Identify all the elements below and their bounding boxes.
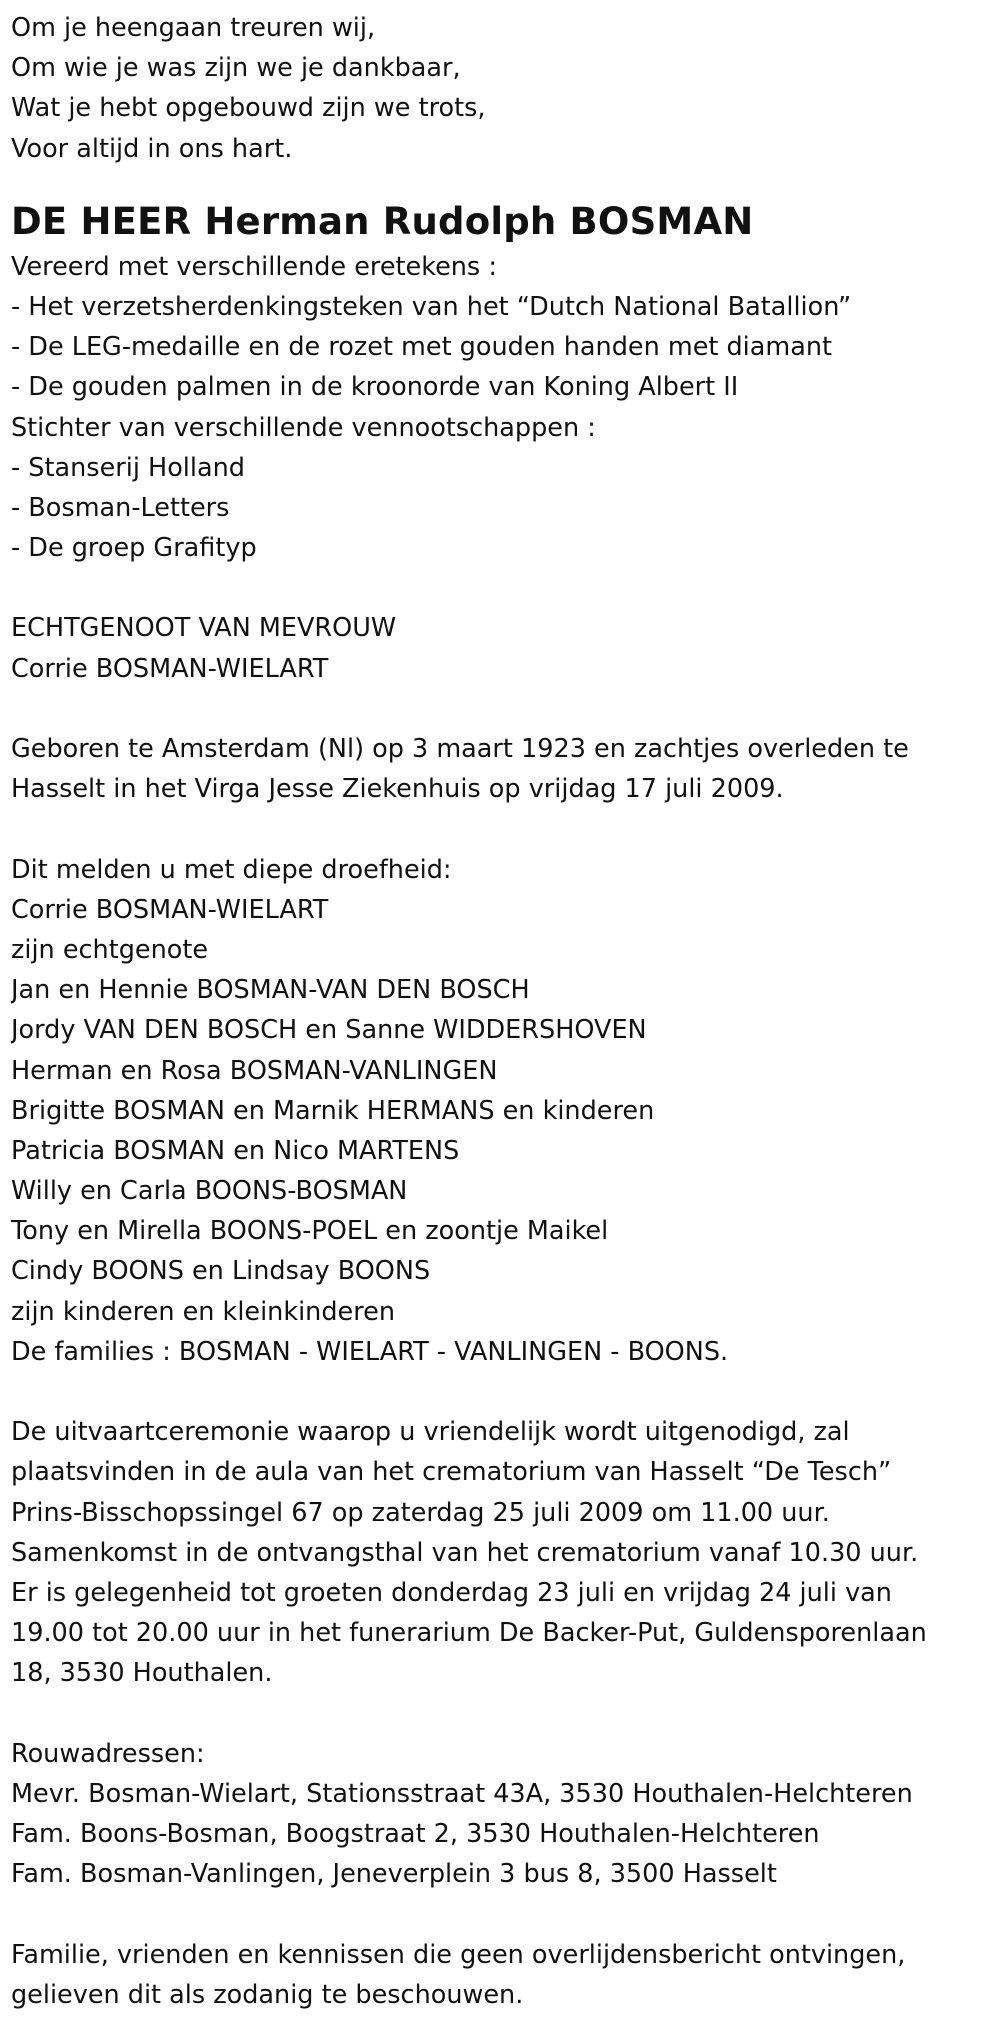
honors-line: - Stanserij Holland: [11, 452, 245, 483]
honors-line: - De LEG-medaille en de rozet met gouden handen met diamant: [11, 332, 833, 363]
honors-line: - De groep Grafityp: [11, 533, 257, 564]
poem-line: Voor altijd in ons hart.: [11, 133, 293, 164]
spacer: [11, 1694, 996, 1734]
honors-section: [11, 247, 996, 569]
family-section: [11, 850, 996, 1372]
family-line: Jan en Hennie BOSMAN-VAN DEN BOSCH: [11, 975, 530, 1006]
spacer: [11, 689, 996, 729]
honors-line: - Het verzetsherdenkingsteken van het “Dutch National Batallion”: [11, 291, 852, 322]
birth-line: Hasselt in het Virga Jesse Ziekenhuis op vrijdag 17 juli 2009.: [11, 774, 784, 805]
family-line: zijn echtgenote: [11, 934, 209, 965]
addresses-section: [11, 1734, 996, 1895]
ceremony-section: [11, 1412, 996, 1693]
honors-line: Vereerd met verschillende eretekens :: [11, 251, 497, 282]
ceremony-line: 18, 3530 Houthalen.: [11, 1658, 273, 1689]
ceremony-line: De uitvaartceremonie waarop u vriendelijk wordt uitgenodigd, zal: [11, 1417, 850, 1448]
closing-section: [11, 1935, 996, 2015]
poem-line: Wat je hebt opgebouwd zijn we trots,: [11, 93, 486, 124]
family-line: Patricia BOSMAN en Nico MARTENS: [11, 1135, 460, 1166]
family-line: Brigitte BOSMAN en Marnik HERMANS en kinderen: [11, 1095, 655, 1126]
family-line: Cindy BOONS en Lindsay BOONS: [11, 1256, 431, 1287]
closing-line: Familie, vrienden en kennissen die geen overlijdensbericht ontvingen,: [11, 1939, 906, 1970]
closing-line: gelieven dit als zodanig te beschouwen.: [11, 1979, 524, 2010]
spouse-section: [11, 608, 996, 688]
address-line: Fam. Bosman-Vanlingen, Jeneverplein 3 bus 8, 3500 Hasselt: [11, 1859, 777, 1890]
birth-line: Geboren te Amsterdam (Nl) op 3 maart 1923 en zachtjes overleden te: [11, 734, 909, 764]
birth-death-section: [11, 729, 996, 809]
family-line: Willy en Carla BOONS-BOSMAN: [11, 1176, 408, 1207]
death-notice: [11, 8, 996, 2015]
family-line: zijn kinderen en kleinkinderen: [11, 1296, 395, 1327]
ceremony-line: Samenkomst in de ontvangsthal van het crematorium vanaf 10.30 uur.: [11, 1537, 919, 1568]
family-line: Tony en Mirella BOONS-POEL en zoontje Maikel: [11, 1216, 609, 1247]
deceased-name-title: DE HEER Herman Rudolph BOSMAN: [11, 199, 754, 243]
spacer: [11, 1894, 996, 1934]
ceremony-line: Prins-Bisschopssingel 67 op zaterdag 25 juli 2009 om 11.00 uur.: [11, 1497, 830, 1528]
spacer: [11, 169, 996, 193]
address-line: Mevr. Bosman-Wielart, Stationsstraat 43A, 3530 Houthalen-Helchteren: [11, 1778, 913, 1809]
ceremony-line: 19.00 tot 20.00 uur in het funerarium De Backer-Put, Guldensporenlaan: [11, 1618, 927, 1649]
honors-line: - Bosman-Letters: [11, 492, 230, 523]
ceremony-line: plaatsvinden in de aula van het crematorium van Hasselt “De Tesch”: [11, 1457, 892, 1488]
ceremony-line: Er is gelegenheid tot groeten donderdag 23 juli en vrijdag 24 juli van: [11, 1577, 892, 1608]
poem-line: Om je heengaan treuren wij,: [11, 13, 376, 43]
honors-line: Stichter van verschillende vennootschappen :: [11, 412, 596, 443]
family-line: Herman en Rosa BOSMAN-VANLINGEN: [11, 1055, 498, 1086]
poem: [11, 8, 996, 169]
spouse-line: ECHTGENOOT VAN MEVROUW: [11, 613, 397, 644]
spacer: [11, 809, 996, 849]
family-line: Corrie BOSMAN-WIELART: [11, 894, 329, 925]
spacer: [11, 1372, 996, 1412]
family-line: Dit melden u met diepe droefheid:: [11, 854, 452, 885]
family-line: De families : BOSMAN - WIELART - VANLINGEN - BOONS.: [11, 1336, 729, 1367]
spacer: [11, 568, 996, 608]
address-line: Fam. Boons-Bosman, Boogstraat 2, 3530 Houthalen-Helchteren: [11, 1819, 820, 1850]
honors-line: - De gouden palmen in de kroonorde van Koning Albert II: [11, 372, 739, 403]
poem-line: Om wie je was zijn we je dankbaar,: [11, 53, 461, 84]
spouse-line: Corrie BOSMAN-WIELART: [11, 653, 329, 684]
family-line: Jordy VAN DEN BOSCH en Sanne WIDDERSHOVEN: [11, 1015, 647, 1046]
address-line: Rouwadressen:: [11, 1738, 205, 1769]
